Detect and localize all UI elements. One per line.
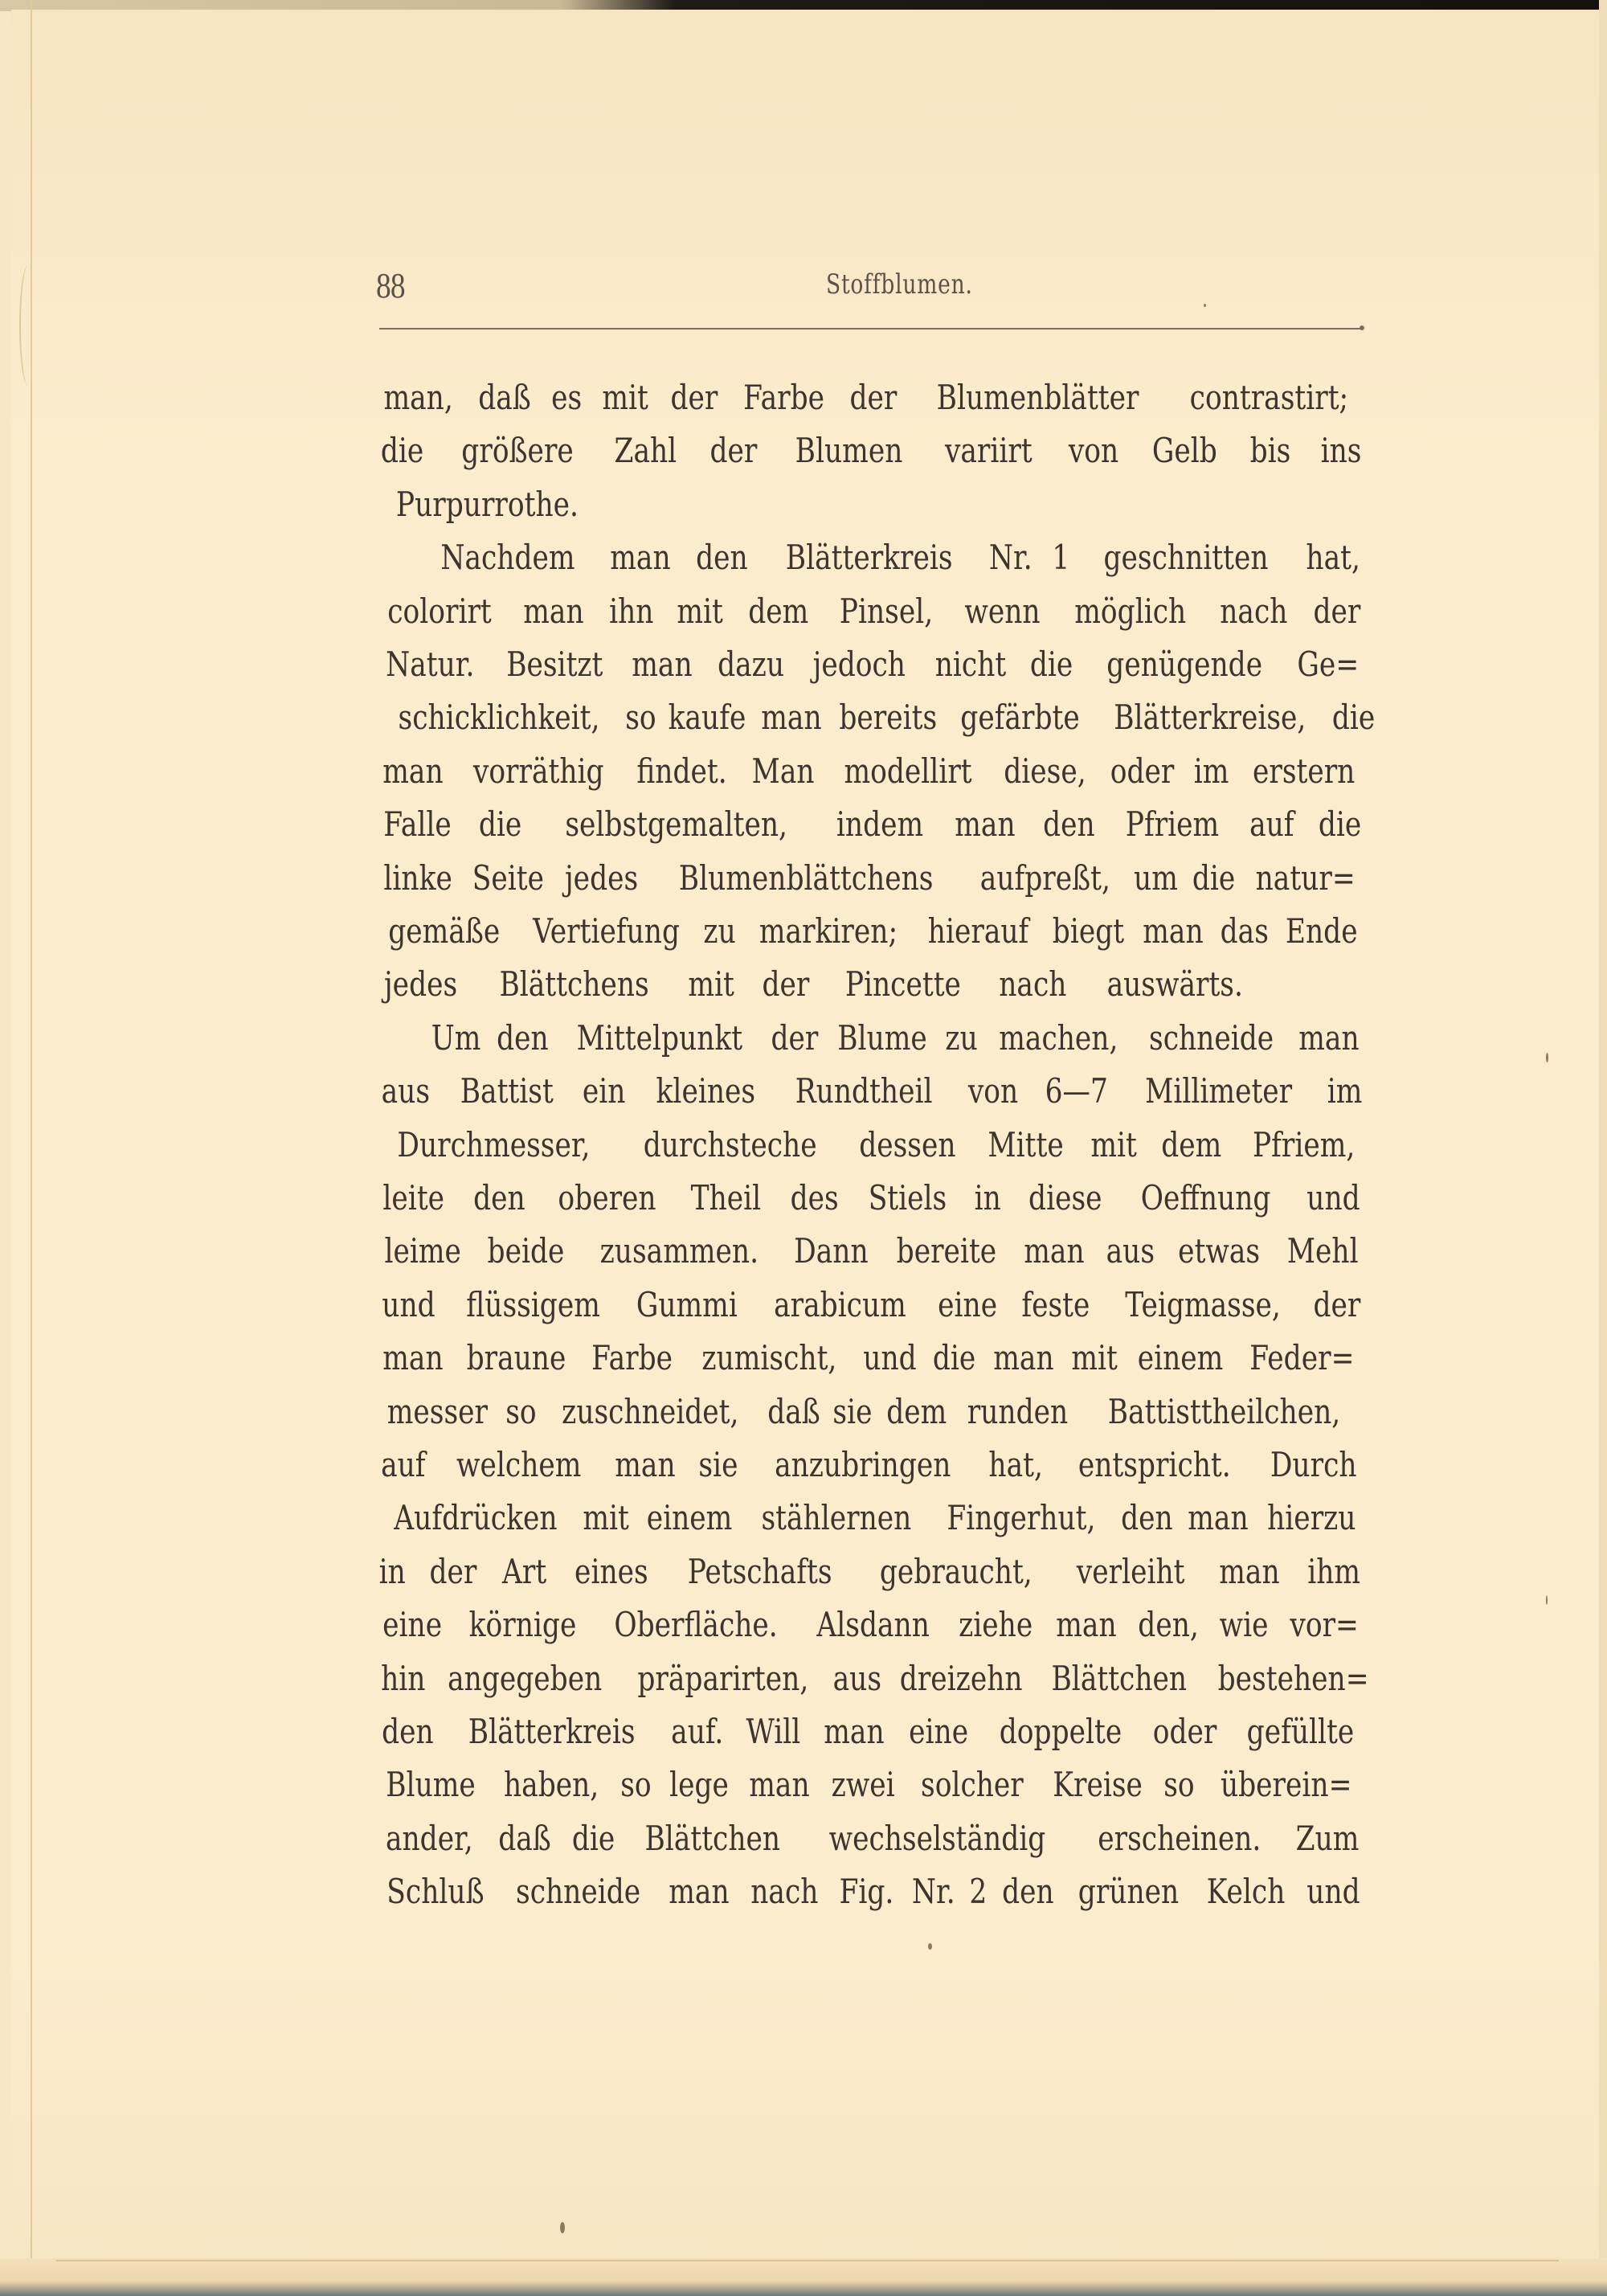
word: Pfriem bbox=[1125, 804, 1220, 844]
word: kaufe bbox=[668, 698, 746, 737]
word: Blätterkreis bbox=[785, 538, 953, 577]
word: aus bbox=[1106, 1231, 1155, 1271]
text-line bbox=[376, 852, 1366, 905]
word: dem bbox=[1161, 1125, 1222, 1164]
word: Zahl bbox=[614, 431, 677, 470]
word: den bbox=[696, 538, 749, 577]
word: Seite bbox=[472, 858, 545, 898]
word: Um bbox=[431, 1018, 481, 1058]
word: man bbox=[749, 1765, 811, 1804]
word: dem bbox=[748, 591, 809, 631]
word: kleines bbox=[656, 1071, 755, 1111]
word: Ge= bbox=[1297, 645, 1360, 684]
word: hat, bbox=[988, 1445, 1044, 1484]
word: contrastirt; bbox=[1189, 378, 1349, 417]
word: markiren; bbox=[759, 911, 898, 951]
word: man bbox=[1143, 911, 1204, 951]
header-rule-end bbox=[1360, 325, 1364, 330]
word: jedes bbox=[564, 858, 638, 898]
word: feste bbox=[1021, 1285, 1090, 1324]
word: es bbox=[551, 378, 583, 417]
word: verleiht bbox=[1076, 1552, 1185, 1591]
word: wechselständig bbox=[828, 1819, 1046, 1858]
header-rule bbox=[379, 328, 1361, 329]
word: man, bbox=[383, 378, 453, 417]
text-line bbox=[376, 1065, 1366, 1118]
word: Blumenblättchens bbox=[678, 858, 933, 898]
word: man bbox=[669, 1872, 730, 1911]
word: dem bbox=[886, 1392, 947, 1431]
word: angegeben bbox=[447, 1659, 602, 1698]
word: Fingerhut, bbox=[947, 1498, 1096, 1537]
word: Mehl bbox=[1286, 1231, 1359, 1271]
word: der bbox=[849, 378, 898, 417]
text-line bbox=[376, 478, 1366, 531]
word: Oberfläche. bbox=[614, 1605, 779, 1644]
word: aus bbox=[832, 1659, 881, 1698]
word: man bbox=[1298, 1018, 1360, 1058]
word: man bbox=[382, 1338, 444, 1377]
word: vor= bbox=[1289, 1605, 1359, 1644]
word: Dann bbox=[793, 1231, 869, 1271]
word: so bbox=[505, 1392, 537, 1431]
word: die bbox=[1331, 698, 1376, 737]
word: jedes bbox=[384, 964, 458, 1004]
word: den bbox=[382, 1712, 434, 1751]
text-line bbox=[376, 798, 1366, 851]
text-line bbox=[376, 1705, 1366, 1758]
word: und bbox=[382, 1285, 435, 1324]
word: sie bbox=[698, 1445, 738, 1484]
word: hat, bbox=[1306, 538, 1360, 577]
word: Besitzt bbox=[505, 645, 603, 684]
word: schneide bbox=[516, 1872, 641, 1911]
text-line bbox=[376, 1119, 1366, 1172]
word: bereite bbox=[897, 1231, 997, 1271]
word: gefärbte bbox=[960, 698, 1080, 737]
word: den bbox=[1120, 1498, 1173, 1537]
text-line bbox=[376, 1012, 1366, 1065]
word: entspricht. bbox=[1078, 1445, 1231, 1484]
text-line bbox=[376, 1279, 1366, 1332]
word: die bbox=[1318, 804, 1362, 844]
word: ihn bbox=[608, 591, 654, 631]
word: den bbox=[1042, 804, 1095, 844]
word: Durch bbox=[1270, 1445, 1357, 1484]
running-head bbox=[376, 265, 1364, 313]
text-line bbox=[376, 1225, 1366, 1278]
text-line bbox=[376, 371, 1366, 424]
page-number: 88 bbox=[376, 266, 405, 305]
word: gemäße bbox=[388, 911, 501, 951]
word: man bbox=[993, 1338, 1054, 1377]
word: Ende bbox=[1286, 911, 1359, 951]
word: der bbox=[709, 431, 757, 470]
word: eine bbox=[382, 1605, 443, 1644]
word: Blätterkreise, bbox=[1114, 698, 1306, 737]
word: bereits bbox=[839, 698, 937, 737]
word: Blume bbox=[386, 1765, 476, 1804]
page-fold-bulge bbox=[19, 265, 37, 386]
word: Stiels bbox=[868, 1178, 947, 1218]
word: Blättchens bbox=[499, 964, 649, 1004]
word: Oeffnung bbox=[1140, 1178, 1271, 1218]
word: Farbe bbox=[591, 1338, 673, 1377]
word: aufpreßt, bbox=[979, 858, 1110, 898]
word: nicht bbox=[934, 645, 1007, 684]
word: ziehe bbox=[958, 1605, 1033, 1644]
text-line bbox=[376, 1652, 1369, 1705]
word: leime bbox=[384, 1231, 461, 1271]
word: Art bbox=[501, 1552, 546, 1591]
word: Pincette bbox=[845, 964, 962, 1004]
word: Alsdann bbox=[816, 1605, 930, 1644]
word: so bbox=[625, 698, 656, 737]
word: und bbox=[1306, 1178, 1360, 1218]
paper-speck bbox=[1546, 1595, 1548, 1605]
word: runden bbox=[967, 1392, 1069, 1431]
word: machen, bbox=[999, 1018, 1118, 1058]
word: man bbox=[382, 751, 444, 791]
word: zusammen. bbox=[599, 1231, 759, 1271]
word: Kreise bbox=[1053, 1765, 1143, 1804]
word: die bbox=[571, 1819, 615, 1858]
word: ein bbox=[583, 1071, 626, 1111]
word: Will bbox=[746, 1712, 801, 1751]
word: man bbox=[1055, 1605, 1117, 1644]
word: die bbox=[1192, 858, 1236, 898]
word: linke bbox=[383, 858, 452, 898]
word: etwas bbox=[1178, 1231, 1261, 1271]
word: gefüllte bbox=[1246, 1712, 1355, 1751]
word: diese, bbox=[1003, 751, 1086, 791]
word: daß bbox=[767, 1392, 820, 1431]
word: sie bbox=[832, 1392, 873, 1431]
word: braune bbox=[466, 1338, 566, 1377]
word: mit bbox=[677, 591, 723, 631]
word: Kelch bbox=[1206, 1872, 1285, 1911]
text-line bbox=[376, 1332, 1366, 1385]
word: Gelb bbox=[1151, 431, 1217, 470]
word: aus bbox=[381, 1071, 431, 1111]
word: stählernen bbox=[761, 1498, 912, 1537]
word: mit bbox=[1090, 1125, 1137, 1164]
word: einem bbox=[646, 1498, 733, 1537]
word: solcher bbox=[921, 1765, 1024, 1804]
word: nach bbox=[750, 1872, 819, 1911]
text-line bbox=[376, 1492, 1366, 1545]
text-line bbox=[376, 1598, 1366, 1651]
paper-speck bbox=[1204, 304, 1206, 307]
word: indem bbox=[836, 804, 924, 844]
text-line bbox=[376, 1812, 1366, 1865]
word: die bbox=[933, 1338, 976, 1377]
word: man bbox=[631, 645, 693, 684]
word: auf. bbox=[670, 1712, 723, 1751]
word: schneide bbox=[1149, 1018, 1274, 1058]
word: auswärts. bbox=[1106, 964, 1243, 1004]
word: hierauf bbox=[928, 911, 1029, 951]
word: präparirten, bbox=[637, 1659, 809, 1698]
word: Schluß bbox=[386, 1872, 485, 1911]
word: variirt bbox=[944, 431, 1032, 470]
word: hin bbox=[381, 1659, 426, 1698]
scan-bottom-edge bbox=[0, 2258, 1607, 2296]
word: durchsteche bbox=[643, 1125, 817, 1164]
word: findet. bbox=[636, 751, 727, 791]
word: im bbox=[1327, 1071, 1363, 1111]
word: auf bbox=[381, 1445, 426, 1484]
word: einem bbox=[1137, 1338, 1224, 1377]
word: ander, bbox=[385, 1819, 473, 1858]
word: Theil bbox=[690, 1178, 761, 1218]
word: Blättchen bbox=[1051, 1659, 1187, 1698]
word: Blumen bbox=[795, 431, 902, 470]
word: Battisttheilchen, bbox=[1107, 1392, 1341, 1431]
word: 1 bbox=[1052, 538, 1070, 577]
text-line bbox=[376, 745, 1366, 798]
word: modellirt bbox=[844, 751, 972, 791]
word: Blumenblätter bbox=[936, 378, 1139, 417]
word: Gummi bbox=[636, 1285, 738, 1324]
word: 2 bbox=[969, 1872, 988, 1911]
word: von bbox=[967, 1071, 1018, 1111]
word: jedoch bbox=[812, 645, 906, 684]
word: grünen bbox=[1078, 1872, 1180, 1911]
word: von bbox=[1068, 431, 1118, 470]
word: oder bbox=[1152, 1712, 1217, 1751]
word: man bbox=[1218, 1552, 1280, 1591]
word: im bbox=[1193, 751, 1229, 791]
word: 6—7 bbox=[1045, 1071, 1108, 1111]
word: in bbox=[378, 1552, 406, 1591]
word: die bbox=[380, 431, 424, 470]
word: man bbox=[614, 1445, 676, 1484]
text-line bbox=[376, 424, 1366, 477]
word: des bbox=[790, 1178, 839, 1218]
word: Farbe bbox=[742, 378, 824, 417]
word: wenn bbox=[964, 591, 1041, 631]
word: zwei bbox=[831, 1765, 895, 1804]
word: gebraucht, bbox=[880, 1552, 1033, 1591]
word: den bbox=[472, 1178, 525, 1218]
word: der bbox=[1313, 591, 1361, 631]
page-bottom-crease bbox=[56, 2260, 1559, 2261]
word: der bbox=[669, 378, 718, 417]
word: anzubringen bbox=[774, 1445, 951, 1484]
word: oberen bbox=[557, 1178, 656, 1218]
word: man bbox=[609, 538, 671, 577]
word: das bbox=[1220, 911, 1269, 951]
word: Blume bbox=[837, 1018, 928, 1058]
word: Durchmesser, bbox=[397, 1125, 591, 1164]
word: Nr. bbox=[912, 1872, 955, 1911]
word: daß bbox=[477, 378, 531, 417]
word: mit bbox=[602, 378, 648, 417]
word: nach bbox=[999, 964, 1067, 1004]
word: den, bbox=[1138, 1605, 1199, 1644]
word: vorräthig bbox=[472, 751, 604, 791]
word: und bbox=[863, 1338, 918, 1377]
word: dreizehn bbox=[900, 1659, 1023, 1698]
word: dazu bbox=[717, 645, 784, 684]
word: den bbox=[1002, 1872, 1054, 1911]
word: erscheinen. bbox=[1097, 1819, 1261, 1858]
word: Mitte bbox=[988, 1125, 1065, 1164]
word: eine bbox=[938, 1285, 998, 1324]
word: Nachdem bbox=[440, 538, 575, 577]
word: bestehen= bbox=[1217, 1659, 1369, 1698]
word: welchem bbox=[456, 1445, 582, 1484]
word: mit bbox=[1071, 1338, 1118, 1377]
word: zu bbox=[703, 911, 737, 951]
word: Nr. bbox=[988, 538, 1032, 577]
text-line bbox=[376, 691, 1376, 744]
word: zu bbox=[945, 1018, 978, 1058]
text-line bbox=[376, 531, 1366, 584]
word: man bbox=[1024, 1231, 1085, 1271]
word: geschnitten bbox=[1103, 538, 1269, 577]
word: colorirt bbox=[387, 591, 492, 631]
word: Fig. bbox=[839, 1872, 894, 1911]
word: Petschafts bbox=[687, 1552, 832, 1591]
word: der bbox=[771, 1018, 819, 1058]
word: eine bbox=[908, 1712, 968, 1751]
word: selbstgemalten, bbox=[565, 804, 788, 844]
word: wie bbox=[1219, 1605, 1269, 1644]
word: Rundtheil bbox=[795, 1071, 933, 1111]
text-line bbox=[376, 1385, 1366, 1439]
word: auf bbox=[1249, 804, 1294, 844]
text-line bbox=[376, 1865, 1366, 1918]
word: messer bbox=[386, 1392, 488, 1431]
word: Feder= bbox=[1249, 1338, 1355, 1377]
word: Natur. bbox=[386, 645, 475, 684]
word: oder bbox=[1110, 751, 1175, 791]
word: Battist bbox=[460, 1071, 554, 1111]
word: überein= bbox=[1220, 1765, 1351, 1804]
paper-speck bbox=[928, 1943, 932, 1950]
word: doppelte bbox=[999, 1712, 1122, 1751]
word: man bbox=[824, 1712, 885, 1751]
word: und bbox=[1306, 1872, 1360, 1911]
word: so bbox=[1163, 1765, 1195, 1804]
word: biegt bbox=[1052, 911, 1125, 951]
word: der bbox=[1313, 1285, 1361, 1324]
text-line bbox=[376, 1545, 1366, 1598]
word: beide bbox=[487, 1231, 565, 1271]
word: diese bbox=[1028, 1178, 1102, 1218]
word: erstern bbox=[1252, 751, 1355, 791]
word: Man bbox=[751, 751, 815, 791]
word: man bbox=[761, 698, 822, 737]
word: der bbox=[429, 1552, 476, 1591]
word: der bbox=[762, 964, 810, 1004]
text-line bbox=[376, 1439, 1366, 1492]
word: nach bbox=[1219, 591, 1288, 631]
word: zumischt, bbox=[701, 1338, 837, 1377]
word: man bbox=[523, 591, 584, 631]
word: Purpurrothe. bbox=[395, 485, 579, 524]
word: man bbox=[1188, 1498, 1249, 1537]
word: natur= bbox=[1255, 858, 1356, 898]
word: die bbox=[1030, 645, 1073, 684]
word: eines bbox=[575, 1552, 648, 1591]
text-line bbox=[376, 638, 1366, 691]
word: hierzu bbox=[1267, 1498, 1356, 1537]
word: dessen bbox=[859, 1125, 957, 1164]
word: leite bbox=[382, 1178, 445, 1218]
word: um bbox=[1134, 858, 1178, 898]
word: zuschneidet, bbox=[562, 1392, 739, 1431]
word: Millimeter bbox=[1145, 1071, 1293, 1111]
text-line bbox=[376, 958, 1366, 1011]
word: Blättchen bbox=[644, 1819, 780, 1858]
word: Aufdrücken bbox=[394, 1498, 558, 1537]
word: lege bbox=[669, 1765, 729, 1804]
word: schicklichkeit, bbox=[398, 698, 600, 737]
word: so bbox=[620, 1765, 652, 1804]
text-line bbox=[376, 1172, 1366, 1225]
word: arabicum bbox=[774, 1285, 906, 1324]
paper-speck bbox=[560, 2222, 565, 2233]
word: Blätterkreis bbox=[468, 1712, 636, 1751]
word: Falle bbox=[383, 804, 452, 844]
word: Zum bbox=[1295, 1819, 1360, 1858]
word: mit bbox=[583, 1498, 630, 1537]
word: genügende bbox=[1106, 645, 1262, 684]
page-right-edge bbox=[1599, 0, 1607, 2296]
word: bis bbox=[1249, 431, 1291, 470]
text-line bbox=[376, 905, 1366, 958]
word: Pfriem, bbox=[1252, 1125, 1356, 1164]
word: haben, bbox=[503, 1765, 599, 1804]
word: die bbox=[478, 804, 521, 844]
text-line bbox=[376, 1758, 1366, 1811]
word: körnige bbox=[468, 1605, 577, 1644]
word: größere bbox=[461, 431, 575, 470]
word: Pinsel, bbox=[839, 591, 933, 631]
word: ins bbox=[1320, 431, 1362, 470]
word: Teigmasse, bbox=[1125, 1285, 1281, 1324]
word: daß bbox=[498, 1819, 552, 1858]
text-line bbox=[376, 585, 1366, 638]
word: in bbox=[974, 1178, 1002, 1218]
word: den bbox=[496, 1018, 549, 1058]
running-title: Stoffblumen. bbox=[826, 268, 973, 301]
word: möglich bbox=[1074, 591, 1187, 631]
word: flüssigem bbox=[466, 1285, 600, 1324]
paper-speck bbox=[1546, 1053, 1548, 1062]
word: mit bbox=[688, 964, 735, 1004]
word: Vertiefung bbox=[533, 911, 680, 951]
word: ihm bbox=[1306, 1552, 1360, 1591]
word: Mittelpunkt bbox=[577, 1018, 743, 1058]
word: man bbox=[955, 804, 1016, 844]
